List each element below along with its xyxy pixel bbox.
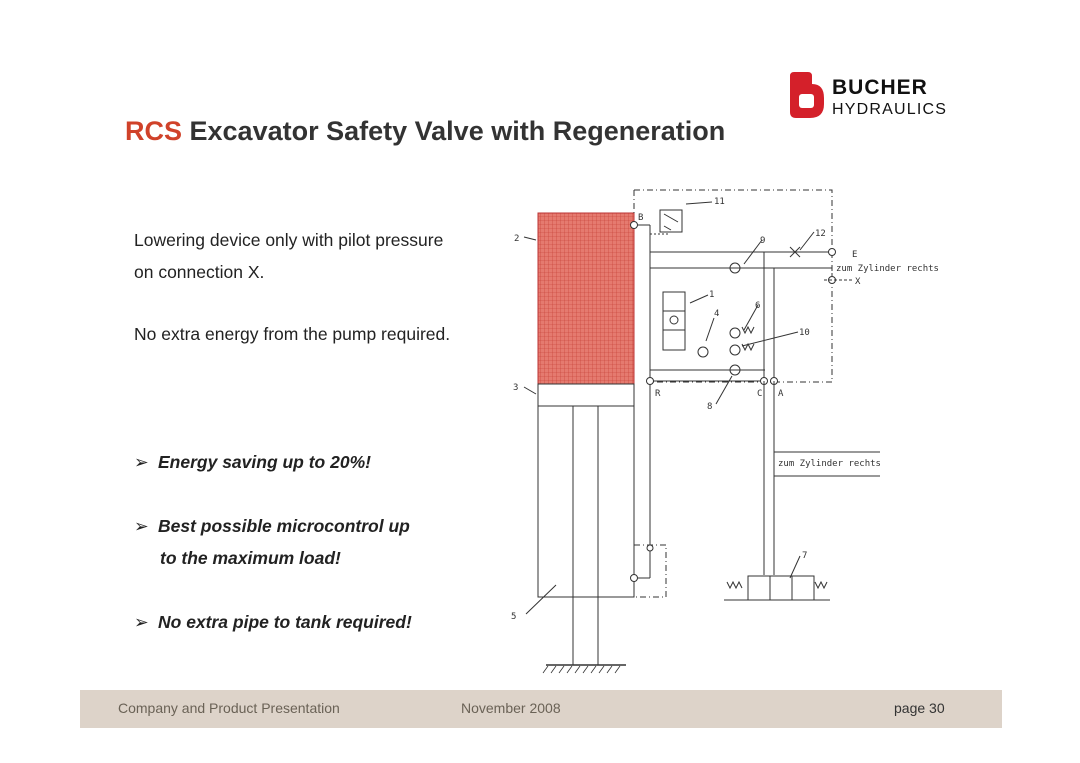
check-valve-6	[730, 328, 740, 338]
bullet-text: No extra pipe to tank required!	[158, 612, 412, 632]
check-valve-10	[730, 345, 740, 355]
label-X: X	[855, 277, 861, 287]
label-5: 5	[511, 612, 517, 622]
label-7: 7	[802, 551, 808, 561]
label-B: B	[638, 213, 644, 223]
footer-bar	[80, 690, 1002, 728]
ground-hatch	[543, 666, 620, 673]
label-E: E	[852, 250, 858, 260]
relief-valve-11	[660, 210, 682, 232]
footer-company: Company and Product Presentation	[118, 700, 340, 716]
label-R: R	[655, 389, 661, 399]
valve-block-1	[663, 292, 685, 350]
label-C: C	[757, 389, 763, 399]
label-8: 8	[707, 402, 713, 412]
label-to-cylinder-upper: zum Zylinder rechts	[836, 264, 939, 274]
label-6: 6	[755, 301, 761, 311]
footer-page-number: page 30	[894, 700, 945, 716]
label-to-cylinder-lower: zum Zylinder rechts	[778, 459, 881, 469]
label-10: 10	[799, 328, 810, 338]
bullet-text: Energy saving up to 20%!	[158, 452, 371, 472]
bullet-arrow-icon: ➢	[134, 452, 149, 472]
bullet-arrow-icon: ➢	[134, 612, 149, 632]
cylinder-chamber-hatched	[538, 213, 634, 384]
cylinder-piston	[538, 384, 634, 406]
valve-housing-dashed	[634, 190, 832, 597]
label-1: 1	[709, 290, 715, 300]
label-A: A	[778, 389, 784, 399]
footer-date: November 2008	[461, 700, 561, 716]
directional-valve-7-left	[748, 576, 770, 600]
logo-wordmark-top: BUCHER	[832, 76, 928, 99]
check-valve-4	[698, 347, 708, 357]
logo-wordmark-bottom: HYDRAULICS	[832, 101, 948, 118]
label-4: 4	[714, 309, 720, 319]
bullet-text: Best possible microcontrol up	[158, 516, 410, 536]
title-rest: Excavator Safety Valve with Regeneration	[182, 116, 726, 146]
label-9: 9	[760, 236, 766, 246]
label-3: 3	[513, 383, 519, 393]
label-12: 12	[815, 229, 826, 239]
label-11: 11	[714, 197, 725, 207]
title-accent: RCS	[125, 116, 183, 146]
body-paragraph-2: No extra energy from the pump required.	[134, 324, 451, 344]
bullet-text-continued: to the maximum load!	[160, 548, 341, 568]
body-paragraph-1: Lowering device only with pilot pressure on connection X.	[134, 230, 444, 282]
label-2: 2	[514, 234, 520, 244]
bullet-arrow-icon: ➢	[134, 516, 149, 536]
